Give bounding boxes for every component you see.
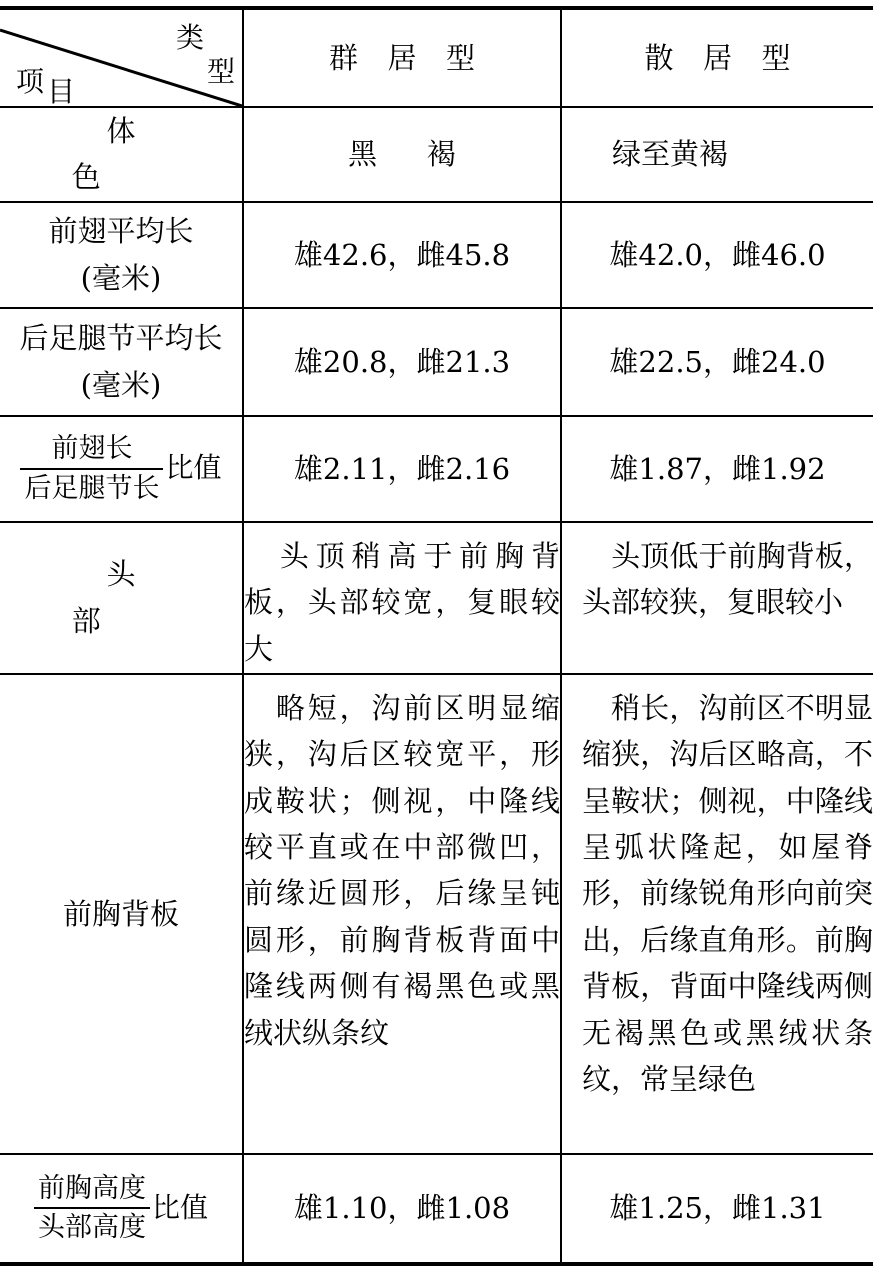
row-label-hind-femur-length: [0, 308, 243, 416]
row-forewing-length: [0, 202, 873, 308]
row-label-forewing-length: [0, 202, 243, 308]
cell-body-color-solitary: 绿至黄褐: [561, 107, 873, 202]
column-header-gregarious: 群 居 型: [243, 8, 561, 107]
cell-ratio1-gregarious: 雄2.11，雌2.16: [243, 416, 561, 522]
item-label-char1: 项: [16, 65, 45, 98]
cell-head-solitary-text: 头顶低于前胸背板，头部较狭，复眼较小: [582, 538, 873, 620]
fraction-denominator: 后足腿节长: [24, 472, 160, 504]
fraction-suffix: 比值: [151, 1190, 208, 1224]
row-label-body-color: 体色: [0, 107, 243, 202]
row-label-head: 头部: [0, 522, 243, 674]
row-label-forewing-line1: 前翅平均长: [48, 214, 194, 249]
cell-forewing-solitary: 雄42.0，雌46.0: [561, 202, 873, 308]
fraction-numerator: 前翅长: [20, 432, 163, 470]
comparison-table: [0, 6, 873, 1266]
cell-pronotum-gregarious-text: 略短，沟前区明显缩狭，沟后区较宽平，形成鞍状；侧视，中隆线较平直或在中部微凹，前缘近圆形，后缘呈钝圆形，前胸背板背面中隆线两侧有褐黑色或黑绒状纵条纹: [244, 690, 560, 1050]
fraction-denominator: 头部高度: [37, 1212, 146, 1244]
cell-hind-femur-gregarious: 雄20.8，雌21.3: [243, 308, 561, 416]
diagonal-header-cell: [0, 8, 243, 107]
row-body-color: [0, 107, 873, 202]
row-label-hind-femur-line2: (毫米): [80, 367, 162, 402]
row-label-ratio-pronotum-head: [0, 1154, 243, 1264]
fraction-suffix: 比值: [165, 451, 222, 485]
row-label-hind-femur-line1: 后足腿节平均长: [19, 321, 223, 356]
cell-head-gregarious-text: 头顶稍高于前胸背板，头部较宽，复眼较大: [244, 538, 560, 666]
row-hind-femur-length: [0, 308, 873, 416]
fraction: [34, 1172, 150, 1246]
row-ratio-pronotum-head: [0, 1154, 873, 1264]
cell-head-gregarious: [243, 522, 561, 674]
column-header-solitary: 散 居 型: [561, 8, 873, 107]
row-label-pronotum: 前胸背板: [0, 674, 243, 1154]
cell-pronotum-gregarious: [243, 674, 561, 1154]
header-row: [0, 8, 873, 107]
cell-hind-femur-solitary: 雄22.5，雌24.0: [561, 308, 873, 416]
fraction-numerator: 前胸高度: [34, 1172, 150, 1210]
cell-body-color-gregarious: 黑 褐: [243, 107, 561, 202]
item-label-char2: 目: [47, 75, 76, 108]
cell-pronotum-solitary: [561, 674, 873, 1154]
row-label-forewing-line2: (毫米): [80, 260, 162, 295]
cell-forewing-gregarious: 雄42.6，雌45.8: [243, 202, 561, 308]
type-label-char1: 类: [176, 21, 205, 54]
cell-pronotum-solitary-text: 稍长，沟前区不明显缩狭，沟后区略高，不呈鞍状；侧视，中隆线呈弧状隆起，如屋脊形，前缘锐角形向前突出，后缘直角形。前胸背板，背面中隆线两侧无褐黑色或黑绒状条纹，常呈绿色: [582, 690, 873, 1096]
cell-ratio1-solitary: 雄1.87，雌1.92: [561, 416, 873, 522]
row-label-ratio-forewing-femur: [0, 416, 243, 522]
cell-head-solitary: [561, 522, 873, 674]
cell-ratio2-gregarious: 雄1.10，雌1.08: [243, 1154, 561, 1264]
row-ratio-forewing-femur: [0, 416, 873, 522]
cell-ratio2-solitary: 雄1.25，雌1.31: [561, 1154, 873, 1264]
row-pronotum: [0, 674, 873, 1154]
type-label-char2: 型: [207, 55, 236, 88]
fraction: [20, 432, 163, 506]
row-head: [0, 522, 873, 674]
